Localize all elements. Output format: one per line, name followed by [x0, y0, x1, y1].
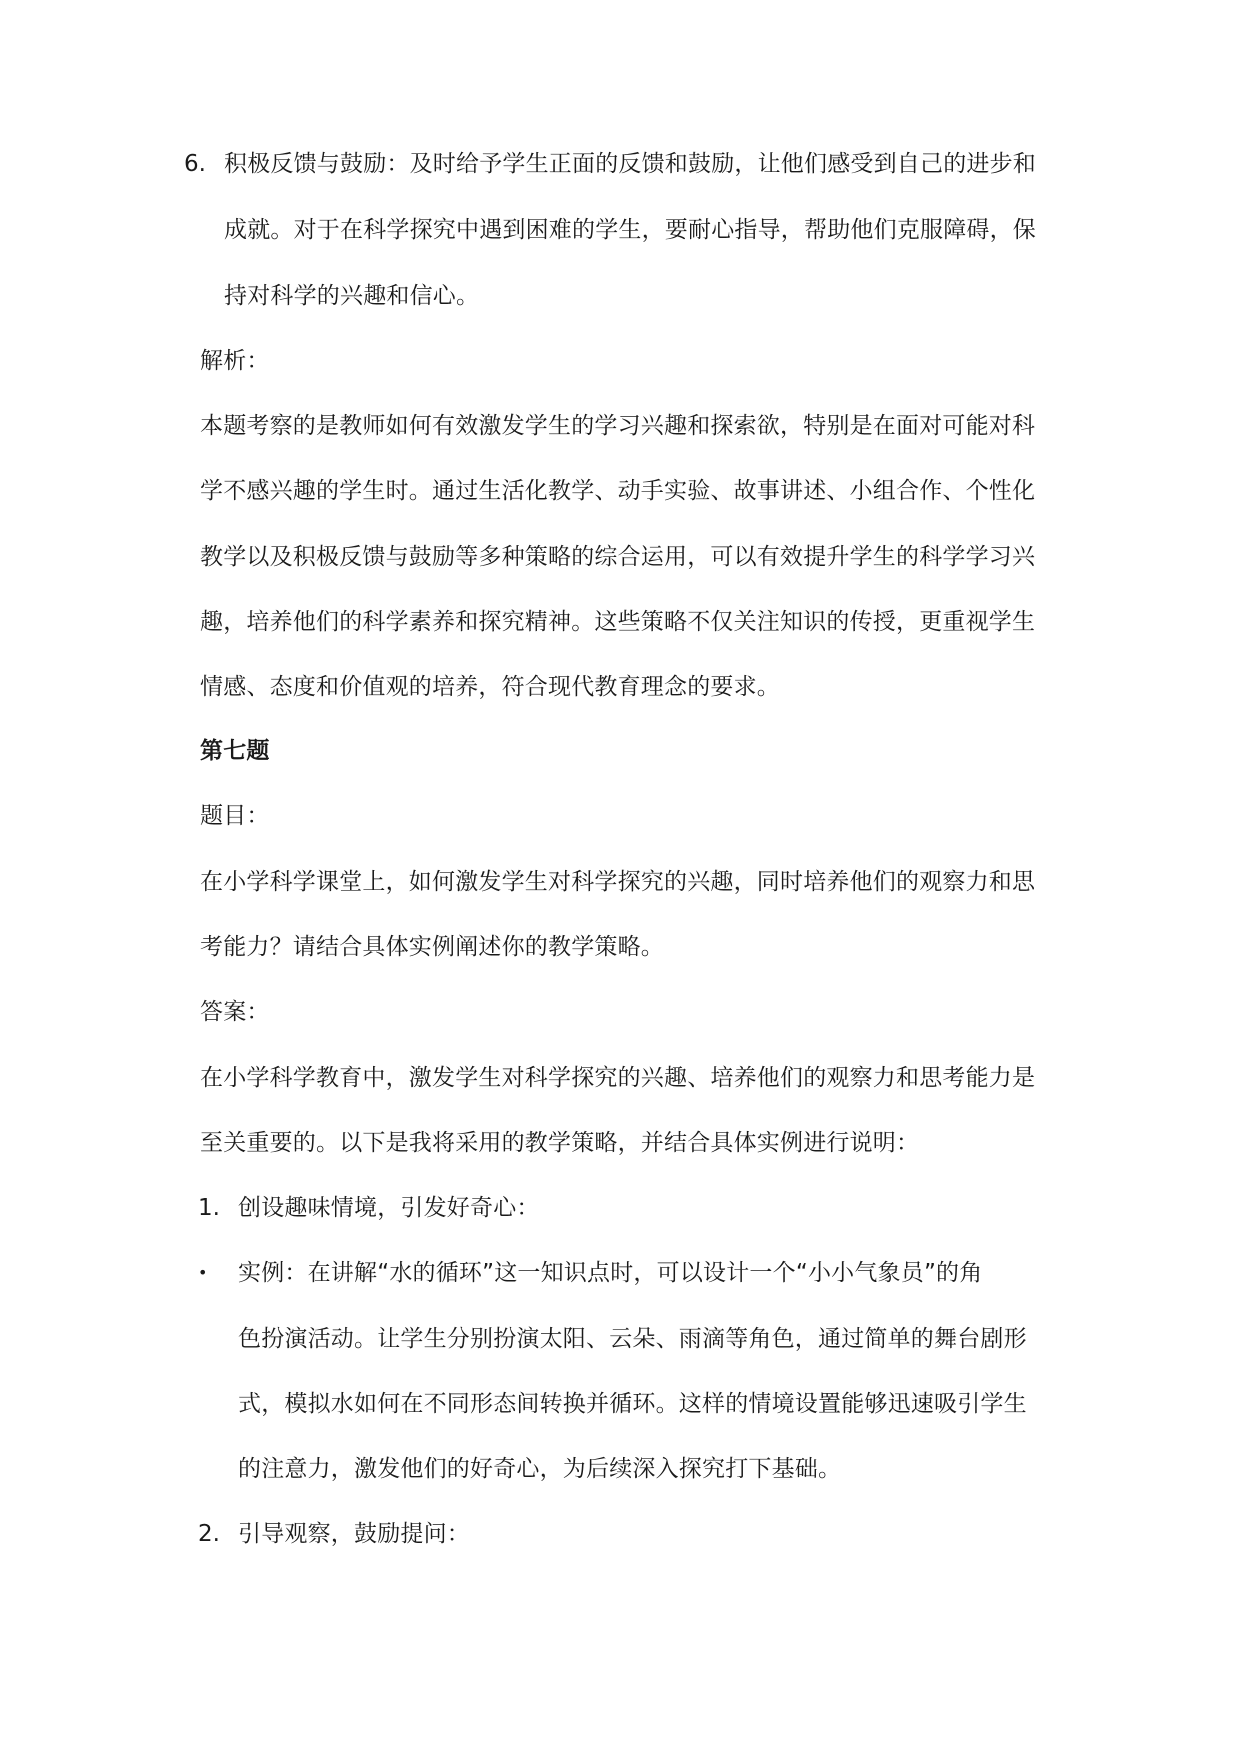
analysis-line-5: 情感、态度和价值观的培养，符合现代教育理念的要求。 [200, 674, 780, 700]
analysis-label: 解析： [200, 348, 270, 374]
analysis-line-1: 本题考察的是教师如何有效激发学生的学习兴趣和探索欲，特别是在面对可能对科 [200, 413, 1036, 439]
analysis-line-2: 学不感兴趣的学生时。通过生活化教学、动手实验、故事讲述、小组合作、个性化 [200, 478, 1036, 504]
analysis-line-3: 教学以及积极反馈与鼓励等多种策略的综合运用，可以有效提升学生的科学学习兴 [200, 544, 1036, 570]
list-item-2-text: 引导观察，鼓励提问： [238, 1521, 470, 1547]
list-number-2: 2. [198, 1521, 220, 1547]
answer-line-1: 在小学科学教育中，激发学生对科学探究的兴趣、培养他们的观察力和思考能力是 [200, 1065, 1036, 1091]
bullet-icon: • [198, 1263, 208, 1282]
item6-line-1: 积极反馈与鼓励：及时给予学生正面的反馈和鼓励，让他们感受到自己的进步和 [224, 151, 1036, 177]
item6-line-3: 持对科学的兴趣和信心。 [224, 283, 480, 309]
bullet-line-1: 实例：在讲解“水的循环”这一知识点时，可以设计一个“小小气象员”的角 [238, 1260, 983, 1286]
bullet-line-3: 式，模拟水如何在不同形态间转换并循环。这样的情境设置能够迅速吸引学生 [238, 1391, 1027, 1417]
question-line-1: 在小学科学课堂上，如何激发学生对科学探究的兴趣，同时培养他们的观察力和思 [200, 869, 1036, 895]
question-line-2: 考能力？请结合具体实例阐述你的教学策略。 [200, 934, 664, 960]
list-number-6: 6. [184, 151, 206, 177]
bullet-line-2: 色扮演活动。让学生分别扮演太阳、云朵、雨滴等角色，通过简单的舞台剧形 [238, 1326, 1027, 1352]
bullet-line-4: 的注意力，激发他们的好奇心，为后续深入探究打下基础。 [238, 1456, 842, 1482]
question-label: 题目： [200, 803, 270, 829]
analysis-line-4: 趣，培养他们的科学素养和探究精神。这些策略不仅关注知识的传授，更重视学生 [200, 609, 1036, 635]
list-item-1-text: 创设趣味情境，引发好奇心： [238, 1195, 540, 1221]
section-heading: 第七题 [200, 738, 270, 764]
list-number-1: 1. [198, 1195, 220, 1221]
item6-line-2: 成就。对于在科学探究中遇到困难的学生，要耐心指导，帮助他们克服障碍，保 [224, 217, 1036, 243]
answer-line-2: 至关重要的。以下是我将采用的教学策略，并结合具体实例进行说明： [200, 1130, 920, 1156]
answer-label: 答案： [200, 999, 270, 1025]
